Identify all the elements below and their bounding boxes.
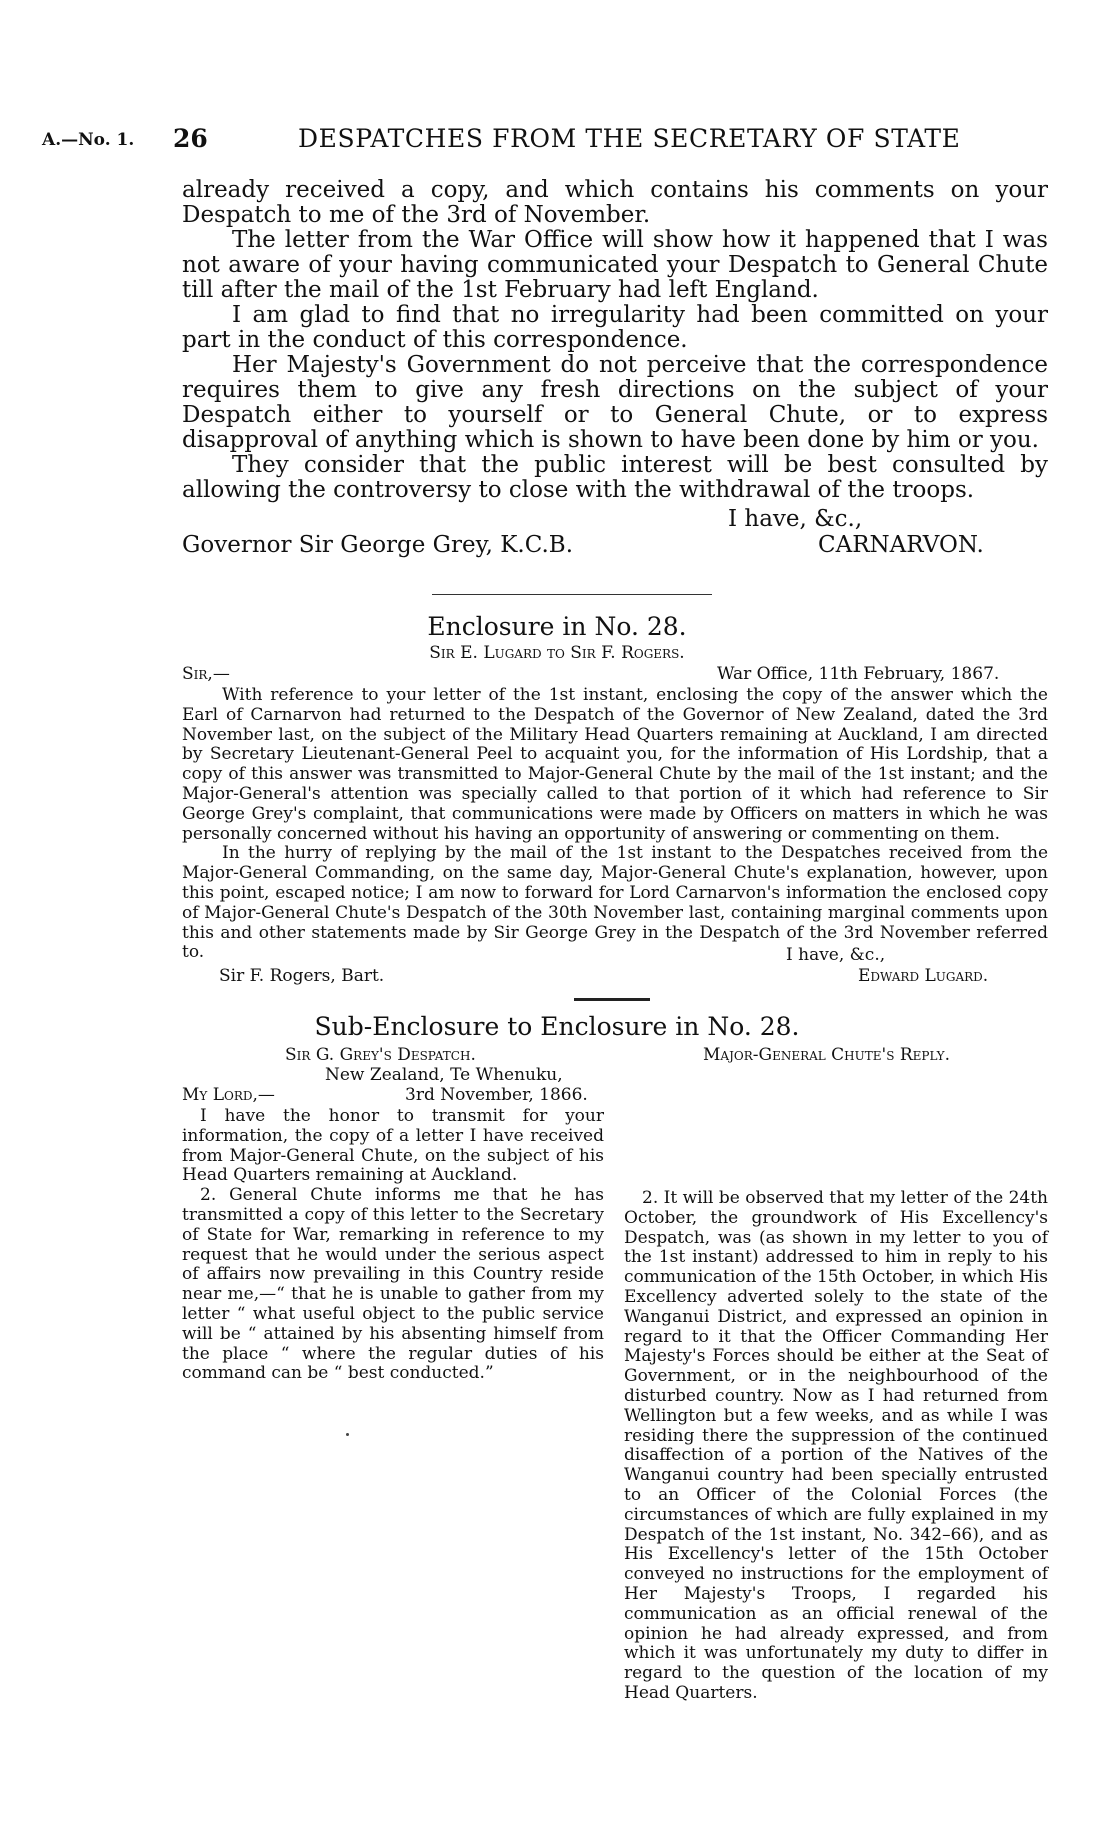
enclosure-signature: Edward Lugard.	[858, 966, 989, 986]
despatch-paragraph: I am glad to find that no irregularity had been committed on your part in the conduct of this correspondence.	[182, 302, 1048, 353]
right-column-body	[624, 1189, 1048, 1704]
enclosure-salutation: Sir,—	[182, 664, 230, 684]
right-paragraph: 2. It will be observed that my letter of the 24th October, the groundwork of His Excellency's Despatch, was (as shown in my letter to you of the 1st instant) addressed to him in reply to his communication of the 15th October, in which His Excellency adverted solely to the state of the Wanganui District, and expressed an opinion in regard to it that the Officer Commanding Her Majesty's Forces should be either at the Seat of Government, or in the neighbourhood of the disturbed country. Now as I had returned from Wellington but a few weeks, and as while I was residing there the suppression of the continued disaffection of a portion of the Natives of the Wanganui country had been specially entrusted to an Officer of the Colonial Forces (the circumstances of which are fully explained in my Despatch of the 1st instant, No. 342–66), and as His Excellency's letter of the 15th October conveyed no instructions for the employment of Her Majesty's Troops, I regarded his communication as an official renewal of the opinion he had already expressed, and from which it was unfortunately my duty to differ in regard to the question of the location of my Head Quarters.	[624, 1188, 1048, 1703]
print-speck	[346, 1433, 349, 1436]
right-column-title: Major-General Chute's Reply.	[703, 1045, 950, 1065]
despatch-closing: I have, &c.,	[728, 506, 863, 532]
running-title: DESPATCHES FROM THE SECRETARY OF STATE	[298, 124, 961, 153]
despatch-paragraph: already received a copy, and which contains his comments on your Despatch to me of the 3rd of November.	[182, 177, 1048, 228]
enclosure-paragraph: In the hurry of replying by the mail of the 1st instant to the Despatches received from the Major-General Commanding, on the same day, Major-General Chute's explanation, however, upon this point, escaped notice; I am now to forward for Lord Carnarvon's information the enclosed copy of Major-General Chute's Despatch of the 30th November last, containing marginal comments upon this and other statements made by Sir George Grey in the Despatch of the 3rd November referred to.	[182, 843, 1048, 963]
left-date: 3rd November, 1866.	[405, 1085, 588, 1105]
enclosure-closing: I have, &c.,	[786, 945, 886, 965]
section-reference: A.—No. 1.	[42, 130, 135, 150]
left-column-title: Sir G. Grey's Despatch.	[285, 1045, 476, 1065]
enclosure-from-to: Sir E. Lugard to Sir F. Rogers.	[429, 643, 685, 663]
enclosure-paragraph: With reference to your letter of the 1st instant, enclosing the copy of the answer which the Earl of Carnarvon had returned to the Despatch of the Governor of New Zealand, dated the 3rd November last, on the subject of the Military Head Quarters remaining at Auckland, I am directed by Secretary Lieutenant-General Peel to acquaint you, for the information of His Lordship, that a copy of this answer was transmitted to Major-General Chute by the mail of the 1st instant; and the Major-General's attention was specially called to that portion of it which had reference to Sir George Grey's complaint, that communications were made by Officers on matters in which he was personally concerned without his having an opportunity of answering or commenting on them.	[182, 685, 1048, 844]
section-divider	[574, 998, 650, 1001]
despatch-signature: CARNARVON.	[818, 532, 984, 558]
section-divider	[432, 594, 712, 595]
enclosure-addressee: Sir F. Rogers, Bart.	[219, 966, 385, 986]
despatch-paragraph: They consider that the public interest will be best consulted by allowing the controversy to close with the withdrawal of the troops.	[182, 452, 1048, 503]
left-paragraph: 2. General Chute informs me that he has transmitted a copy of this letter to the Secretary of State for War, remarking in reference to my request that he would under the serious aspect of affairs now prevailing in this Country reside near me,—“ that he is unable to gather from my letter “ what useful object to the public service will be “ attained by his absenting himself from the place “ where the regular duties of his command can be “ best conducted.”	[182, 1185, 604, 1384]
enclosure-place-date: War Office, 11th February, 1867.	[717, 664, 1000, 684]
left-column-body	[182, 1107, 604, 1384]
enclosure-body	[182, 686, 1048, 963]
sub-enclosure-heading: Sub-Enclosure to Enclosure in No. 28.	[314, 1012, 800, 1041]
despatch-addressee: Governor Sir George Grey, K.C.B.	[182, 532, 574, 558]
left-paragraph: I have the honor to transmit for your information, the copy of a letter I have received from Major-General Chute, on the subject of his Head Quarters remaining at Auckland.	[182, 1106, 604, 1186]
despatch-paragraph: The letter from the War Office will show how it happened that I was not aware of your having communicated your Despatch to General Chute till after the mail of the 1st February had left England.	[182, 227, 1048, 303]
despatch-body	[182, 178, 1048, 503]
left-salutation: My Lord,—	[182, 1085, 275, 1105]
despatch-paragraph: Her Majesty's Government do not perceive that the correspondence requires them to give any fresh directions on the subject of your Despatch either to yourself or to General Chute, or to express disapproval of anything which is shown to have been done by him or you.	[182, 352, 1048, 453]
left-place: New Zealand, Te Whenuku,	[325, 1065, 563, 1085]
page-number: 26	[173, 124, 208, 153]
enclosure-heading: Enclosure in No. 28.	[427, 612, 687, 641]
